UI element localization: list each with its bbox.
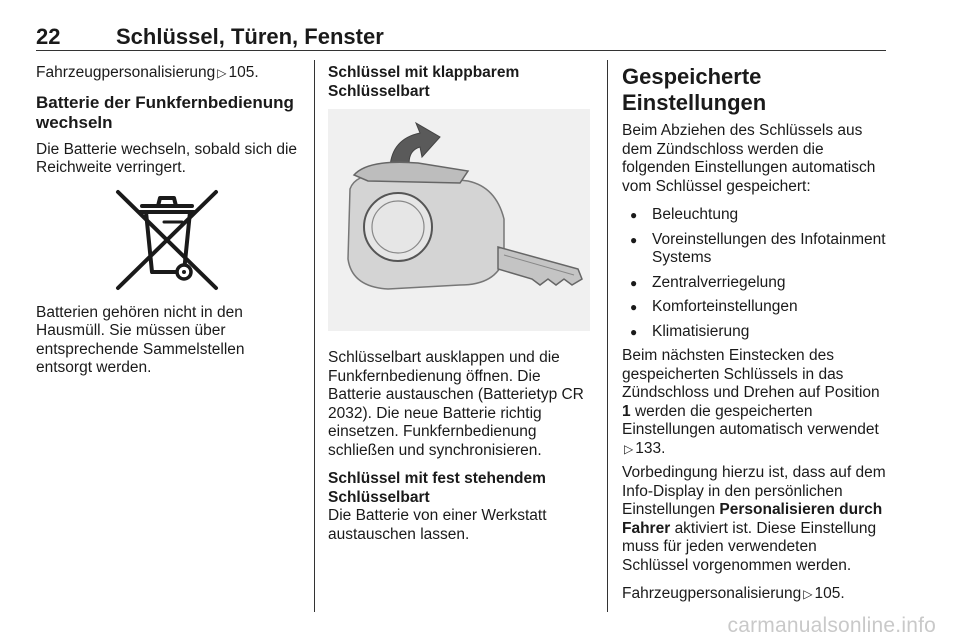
column-divider-1 (314, 60, 315, 612)
watermark: carmanualsonline.info (727, 614, 936, 637)
fixed-key-paragraph: Die Batterie von einer Werkstatt austauschen lassen. (328, 507, 547, 543)
battery-paragraph: Die Batterie wechseln, sobald sich die Reichweite verringert. (36, 140, 298, 176)
cross-reference-page[interactable]: 105. (814, 585, 845, 602)
column-2 (328, 64, 590, 554)
reference-arrow-icon: ▷ (217, 66, 227, 80)
condition-paragraph: Vorbedingung hierzu ist, dass auf dem Info-Display in den persönlichen Einstellungen Personalisieren durch Fahrer aktiviert ist. Diese Einstellung muss für jeden verwendeten Schlüssel vorgenommen werden. (622, 464, 886, 574)
column-1 (36, 64, 298, 388)
reference-arrow-icon: ▷ (624, 441, 634, 456)
cross-reference: Fahrzeugpersonalisierung ▷ 105. (36, 64, 259, 81)
chapter-title: Schlüssel, Türen, Fenster (116, 24, 384, 49)
crossed-out-wheelie-bin-icon (112, 188, 222, 292)
list-item: ● Voreinstellungen des Infotainment Systems (622, 231, 887, 268)
setting-name: Personalisieren durch Fahrer (622, 501, 883, 537)
saved-settings-intro: Beim Abziehen des Schlüssels aus dem Zündschloss werden die folgenden Einstellungen automatisch vom Schlüssel gespeichert: (622, 122, 876, 195)
list-item: ● Klimatisierung (622, 323, 887, 342)
list-item: ● Beleuchtung (622, 206, 887, 225)
page-number: 22 (36, 24, 61, 49)
saved-settings-list (622, 206, 887, 341)
cross-reference-page[interactable]: 133. (635, 439, 666, 457)
restore-paragraph: Beim nächsten Einstecken des gespeicherten Schlüssels in das Zündschloss und Drehen auf Position 1 werden die gespeicherten Einstellungen automatisch verwendet ▷ 133. (622, 347, 880, 457)
fold-key-paragraph: Schlüsselbart ausklappen und die Funkfernbedienung öffnen. Die Batterie austauschen (Batterietyp CR 2032). Die neue Batterie richtig einsetzen. Funkfernbedienung schließen und synchronisieren. (328, 349, 584, 459)
fold-key-heading: Schlüssel mit klappbarem Schlüsselbart (328, 64, 520, 100)
disposal-paragraph: Batterien gehören nicht in den Hausmüll. Sie müssen über entsprechende Sammelstellen entsorgt werden. (36, 303, 245, 376)
battery-heading: Batterie der Funkfernbedienung wechseln (36, 92, 294, 132)
key-battery-replacement-illustration (328, 109, 590, 331)
list-item: ● Komforteinstellungen (622, 298, 887, 317)
fixed-key-heading: Schlüssel mit fest stehendem Schlüsselbart (328, 470, 546, 506)
page-header (36, 24, 886, 51)
list-item: ● Zentralverriegelung (622, 274, 887, 293)
column-3 (622, 64, 887, 614)
cross-reference: Fahrzeugpersonalisierung ▷ 105. (622, 585, 845, 602)
saved-settings-heading: Gespeicherte Einstellungen (622, 64, 767, 115)
reference-arrow-icon: ▷ (803, 587, 813, 601)
ignition-position: 1 (622, 402, 631, 420)
column-divider-2 (607, 60, 608, 612)
cross-reference-page[interactable]: 105. (228, 64, 259, 81)
